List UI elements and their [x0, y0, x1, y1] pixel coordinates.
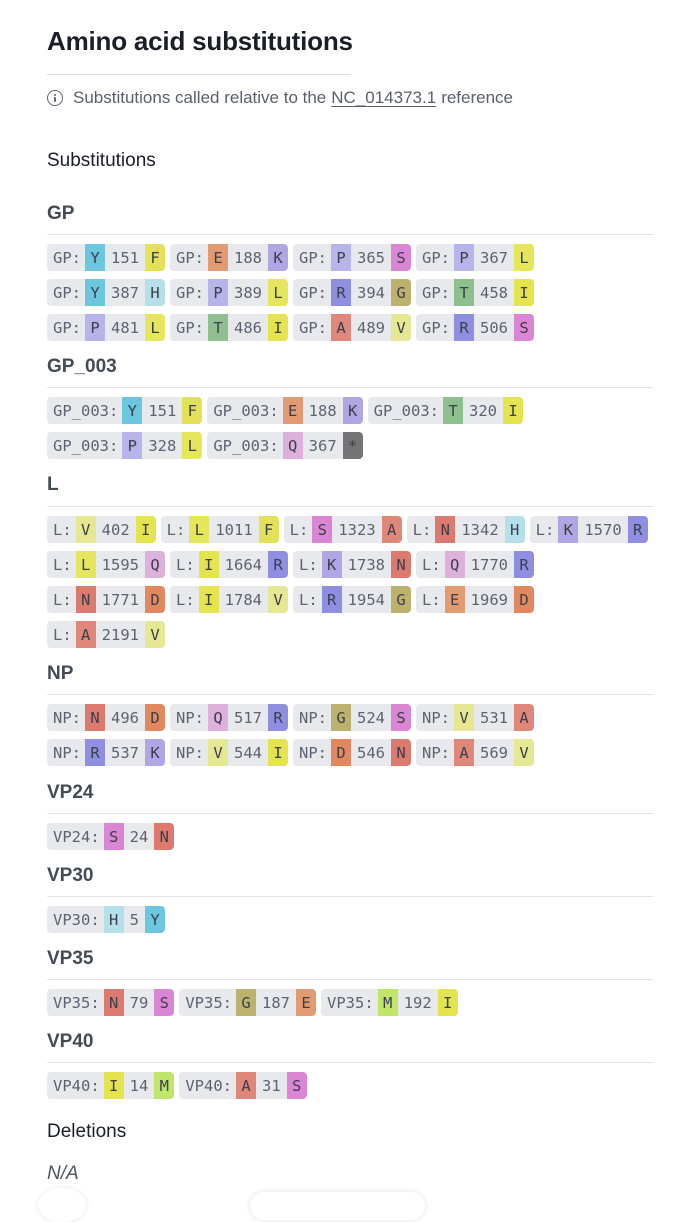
chip-position: 1969 [470, 590, 508, 609]
alt-aa-badge: I [503, 397, 523, 424]
alt-aa-badge: I [268, 739, 288, 766]
chip-gene-label: GP_003: [53, 436, 119, 455]
chip-position: 365 [357, 248, 385, 267]
alt-aa-badge: S [287, 1072, 307, 1099]
chip-position: 402 [101, 520, 130, 539]
chip-gene-label: L: [299, 590, 318, 609]
reference-link[interactable]: NC_014373.1 [331, 88, 437, 107]
alt-aa-badge: L [145, 314, 165, 341]
chip-gene-label: GP: [299, 318, 327, 337]
gene-divider [47, 694, 653, 695]
ref-aa-badge: V [454, 704, 474, 731]
alt-aa-badge: F [259, 516, 279, 543]
chip-gene-label: GP: [422, 283, 450, 302]
chip-position: 192 [403, 993, 432, 1012]
chip-gene-label: VP40: [185, 1076, 233, 1095]
alt-aa-badge: R [268, 704, 288, 731]
ref-aa-badge: P [208, 279, 228, 306]
chip-gene-label: L: [289, 520, 309, 539]
alt-aa-badge: S [154, 989, 174, 1016]
ref-aa-badge: Q [445, 551, 465, 578]
substitution-chip[interactable] [416, 739, 534, 766]
info-icon [47, 90, 63, 106]
gene-divider [47, 506, 653, 507]
chip-position: 489 [357, 318, 385, 337]
alt-aa-badge: D [145, 704, 165, 731]
substitution-chip[interactable] [47, 279, 165, 306]
ref-aa-badge: K [322, 551, 342, 578]
ref-aa-badge: N [85, 704, 105, 731]
ref-aa-badge: Y [85, 244, 105, 271]
substitution-chip[interactable] [416, 586, 534, 613]
chip-gene-label: VP35: [327, 993, 374, 1012]
chip-gene-label: VP24: [53, 827, 100, 846]
substitution-chip[interactable] [368, 397, 523, 424]
ref-aa-badge: G [236, 989, 256, 1016]
chip-gene-label: L: [53, 555, 72, 574]
gene-subs-vp35 [47, 989, 653, 1016]
ref-aa-badge: E [283, 397, 303, 424]
chip-gene-label: NP: [53, 743, 81, 762]
alt-aa-badge: * [343, 432, 363, 459]
substitution-chip[interactable] [321, 989, 458, 1016]
substitution-chip[interactable] [47, 397, 202, 424]
ref-aa-badge: M [378, 989, 398, 1016]
chip-gene-label: NP: [299, 743, 327, 762]
alt-aa-badge: L [514, 244, 534, 271]
chip-position: 387 [111, 283, 139, 302]
ref-aa-badge: D [331, 739, 351, 766]
chip-position: 1771 [101, 590, 139, 609]
substitution-chip[interactable] [284, 516, 402, 543]
chip-gene-label: L: [299, 555, 318, 574]
ref-aa-badge: Y [85, 279, 105, 306]
alt-aa-badge: S [391, 704, 411, 731]
ref-aa-badge: A [331, 314, 351, 341]
chip-position: 1664 [224, 555, 262, 574]
gene-subs-l [47, 516, 653, 648]
chip-position: 5 [129, 910, 140, 929]
gene-heading-vp30: VP30 [47, 865, 94, 886]
substitution-chip[interactable] [47, 551, 165, 578]
substitution-chip[interactable] [416, 244, 534, 271]
ref-aa-badge: R [85, 739, 105, 766]
alt-aa-badge: L [268, 279, 288, 306]
ref-aa-badge: V [76, 516, 96, 543]
alt-aa-badge: K [145, 739, 165, 766]
ref-aa-badge: I [199, 586, 219, 613]
gene-divider [47, 387, 653, 388]
substitution-chip[interactable] [170, 551, 288, 578]
substitution-chip[interactable] [47, 704, 165, 731]
chip-gene-label: GP: [176, 248, 204, 267]
ref-aa-badge: E [445, 586, 465, 613]
gene-divider [47, 896, 653, 897]
ref-aa-badge: N [435, 516, 455, 543]
title-divider [47, 74, 351, 75]
chip-position: 1770 [470, 555, 508, 574]
substitution-chip[interactable] [170, 314, 288, 341]
chip-position: 569 [480, 743, 508, 762]
chip-gene-label: NP: [422, 708, 450, 727]
substitution-chip[interactable] [170, 244, 288, 271]
substitution-chip[interactable] [416, 551, 534, 578]
chip-position: 188 [234, 248, 262, 267]
floating-toolbar[interactable] [250, 1192, 425, 1220]
gene-subs-vp40 [47, 1072, 653, 1099]
chip-gene-label: VP40: [53, 1076, 100, 1095]
chip-gene-label: L: [53, 590, 72, 609]
info-suffix: reference [441, 88, 514, 107]
alt-aa-badge: I [438, 989, 458, 1016]
gene-heading-vp35: VP35 [47, 948, 94, 969]
alt-aa-badge: M [154, 1072, 174, 1099]
chip-position: 531 [480, 708, 508, 727]
alt-aa-badge: R [514, 551, 534, 578]
info-prefix: Substitutions called relative to the [73, 88, 327, 107]
gene-heading-vp24: VP24 [47, 782, 94, 803]
chip-gene-label: L: [412, 520, 432, 539]
substitution-chip[interactable] [47, 906, 165, 933]
substitution-chip[interactable] [47, 823, 174, 850]
chip-gene-label: GP_003: [53, 401, 119, 420]
chip-gene-label: GP: [299, 283, 327, 302]
ref-aa-badge: R [322, 586, 342, 613]
ref-aa-badge: K [558, 516, 578, 543]
chip-gene-label: VP35: [185, 993, 233, 1012]
gene-heading-l: L [47, 474, 59, 495]
ref-aa-badge: I [104, 1072, 124, 1099]
gene-divider [47, 979, 653, 980]
alt-aa-badge: I [514, 279, 534, 306]
chip-position: 14 [129, 1076, 149, 1095]
gene-divider [47, 1062, 653, 1063]
alt-aa-badge: F [145, 244, 165, 271]
floating-nav-button[interactable] [38, 1188, 86, 1222]
chip-gene-label: GP: [53, 248, 81, 267]
alt-aa-badge: G [391, 586, 411, 613]
chip-position: 1954 [347, 590, 385, 609]
alt-aa-badge: A [382, 516, 402, 543]
gene-heading-gp-003: GP_003 [47, 356, 117, 377]
substitution-chip[interactable] [179, 1072, 306, 1099]
substitution-chip[interactable] [47, 516, 156, 543]
chip-position: 31 [262, 1076, 281, 1095]
ref-aa-badge: P [454, 244, 474, 271]
ref-aa-badge: P [331, 244, 351, 271]
alt-aa-badge: V [391, 314, 411, 341]
chip-position: 2191 [101, 625, 139, 644]
ref-aa-badge: T [454, 279, 474, 306]
ref-aa-badge: R [331, 279, 351, 306]
alt-aa-badge: A [514, 704, 534, 731]
alt-aa-badge: H [505, 516, 525, 543]
alt-aa-badge: K [268, 244, 288, 271]
ref-aa-badge: E [208, 244, 228, 271]
substitution-chip[interactable] [293, 586, 411, 613]
gene-divider [47, 813, 653, 814]
alt-aa-badge: Q [145, 551, 165, 578]
ref-aa-badge: A [454, 739, 474, 766]
substitution-chip[interactable] [47, 1072, 174, 1099]
alt-aa-badge: G [391, 279, 411, 306]
ref-aa-badge: A [236, 1072, 256, 1099]
alt-aa-badge: S [391, 244, 411, 271]
substitution-chip[interactable] [47, 989, 174, 1016]
chip-position: 1011 [215, 520, 253, 539]
chip-gene-label: GP: [53, 283, 81, 302]
chip-gene-label: NP: [176, 743, 204, 762]
chip-position: 389 [234, 283, 262, 302]
ref-aa-badge: L [189, 516, 209, 543]
chip-gene-label: GP: [176, 283, 204, 302]
chip-gene-label: GP_003: [213, 436, 279, 455]
substitution-chip[interactable] [293, 244, 411, 271]
substitution-chip[interactable] [416, 279, 534, 306]
alt-aa-badge: D [514, 586, 534, 613]
alt-aa-badge: N [154, 823, 174, 850]
chip-position: 1738 [347, 555, 385, 574]
alt-aa-badge: F [182, 397, 202, 424]
alt-aa-badge: N [391, 551, 411, 578]
ref-aa-badge: P [85, 314, 105, 341]
alt-aa-badge: V [268, 586, 288, 613]
chip-gene-label: GP: [422, 248, 450, 267]
ref-aa-badge: N [104, 989, 124, 1016]
ref-aa-badge: Y [122, 397, 142, 424]
chip-gene-label: GP_003: [213, 401, 279, 420]
chip-position: 187 [262, 993, 291, 1012]
alt-aa-badge: V [145, 621, 165, 648]
chip-gene-label: NP: [299, 708, 327, 727]
chip-gene-label: L: [535, 520, 555, 539]
chip-gene-label: GP: [299, 248, 327, 267]
substitution-chip[interactable] [416, 314, 534, 341]
chip-gene-label: VP35: [53, 993, 100, 1012]
substitution-chip[interactable] [47, 314, 165, 341]
chip-position: 524 [357, 708, 385, 727]
alt-aa-badge: E [296, 989, 316, 1016]
chip-position: 328 [148, 436, 177, 455]
alt-aa-badge: S [514, 314, 534, 341]
ref-aa-badge: T [208, 314, 228, 341]
reference-info [47, 88, 513, 108]
chip-position: 367 [480, 248, 508, 267]
ref-aa-badge: I [199, 551, 219, 578]
chip-gene-label: NP: [422, 743, 450, 762]
chip-position: 24 [129, 827, 149, 846]
substitutions-heading: Substitutions [47, 150, 156, 171]
chip-position: 367 [308, 436, 337, 455]
alt-aa-badge: Y [145, 906, 165, 933]
substitution-chip[interactable] [170, 704, 288, 731]
ref-aa-badge: R [454, 314, 474, 341]
ref-aa-badge: L [76, 551, 96, 578]
chip-position: 496 [111, 708, 139, 727]
substitution-chip[interactable] [416, 704, 534, 731]
gene-subs-gp [47, 244, 653, 341]
chip-position: 517 [234, 708, 262, 727]
ref-aa-badge: Q [283, 432, 303, 459]
chip-position: 320 [468, 401, 497, 420]
substitution-chip[interactable] [47, 621, 165, 648]
chip-position: 151 [148, 401, 177, 420]
chip-gene-label: L: [166, 520, 186, 539]
chip-position: 79 [129, 993, 149, 1012]
substitution-chip[interactable] [161, 516, 279, 543]
chip-gene-label: L: [422, 555, 441, 574]
substitution-chip[interactable] [293, 739, 411, 766]
chip-position: 151 [111, 248, 139, 267]
substitution-chip[interactable] [47, 586, 165, 613]
ref-aa-badge: H [104, 906, 124, 933]
gene-heading-np: NP [47, 663, 74, 684]
alt-aa-badge: R [268, 551, 288, 578]
gene-heading-gp: GP [47, 203, 75, 224]
gene-subs-np [47, 704, 653, 766]
chip-gene-label: GP: [53, 318, 81, 337]
chip-position: 546 [357, 743, 385, 762]
substitution-chip[interactable] [47, 244, 165, 271]
ref-aa-badge: P [122, 432, 142, 459]
gene-subs-gp-003 [47, 397, 653, 459]
substitution-chip[interactable] [207, 397, 362, 424]
substitution-chip[interactable] [293, 279, 411, 306]
chip-gene-label: L: [176, 590, 195, 609]
substitution-chip[interactable] [530, 516, 648, 543]
ref-aa-badge: N [76, 586, 96, 613]
chip-gene-label: VP30: [53, 910, 100, 929]
chip-position: 1784 [224, 590, 262, 609]
chip-position: 481 [111, 318, 139, 337]
alt-aa-badge: R [628, 516, 648, 543]
ref-aa-badge: V [208, 739, 228, 766]
chip-position: 537 [111, 743, 139, 762]
chip-gene-label: GP: [176, 318, 204, 337]
alt-aa-badge: I [268, 314, 288, 341]
chip-position: 188 [308, 401, 337, 420]
chip-gene-label: L: [176, 555, 195, 574]
gene-subs-vp30 [47, 906, 653, 933]
ref-aa-badge: G [331, 704, 351, 731]
ref-aa-badge: S [104, 823, 124, 850]
chip-gene-label: NP: [53, 708, 81, 727]
gene-divider [47, 234, 653, 235]
chip-position: 506 [480, 318, 508, 337]
chip-position: 394 [357, 283, 385, 302]
alt-aa-badge: V [514, 739, 534, 766]
substitution-chip[interactable] [170, 279, 288, 306]
chip-gene-label: L: [422, 590, 441, 609]
chip-position: 458 [480, 283, 508, 302]
substitution-chip[interactable] [47, 739, 165, 766]
chip-position: 1570 [584, 520, 622, 539]
chip-gene-label: L: [53, 625, 72, 644]
ref-aa-badge: A [76, 621, 96, 648]
substitution-chip[interactable] [207, 432, 362, 459]
chip-gene-label: L: [53, 520, 72, 539]
alt-aa-badge: N [391, 739, 411, 766]
chip-gene-label: GP_003: [373, 401, 439, 420]
ref-aa-badge: T [443, 397, 463, 424]
chip-position: 544 [234, 743, 262, 762]
substitution-chip[interactable] [170, 739, 288, 766]
chip-position: 1323 [338, 520, 376, 539]
substitution-chip[interactable] [293, 704, 411, 731]
alt-aa-badge: I [136, 516, 156, 543]
chip-gene-label: GP: [422, 318, 450, 337]
ref-aa-badge: S [312, 516, 332, 543]
chip-position: 486 [234, 318, 262, 337]
alt-aa-badge: L [182, 432, 202, 459]
alt-aa-badge: K [343, 397, 363, 424]
chip-position: 1342 [461, 520, 499, 539]
alt-aa-badge: D [145, 586, 165, 613]
alt-aa-badge: H [145, 279, 165, 306]
substitution-chip[interactable] [179, 989, 316, 1016]
page-title: Amino acid substitutions [47, 26, 353, 56]
chip-gene-label: NP: [176, 708, 204, 727]
deletions-value: N/A [47, 1163, 79, 1184]
chip-position: 1595 [101, 555, 139, 574]
ref-aa-badge: Q [208, 704, 228, 731]
substitution-chip[interactable] [47, 432, 202, 459]
substitution-chip[interactable] [293, 314, 411, 341]
gene-heading-vp40: VP40 [47, 1031, 94, 1052]
substitution-chip[interactable] [407, 516, 525, 543]
substitution-chip[interactable] [293, 551, 411, 578]
gene-subs-vp24 [47, 823, 653, 850]
substitution-chip[interactable] [170, 586, 288, 613]
deletions-heading: Deletions [47, 1121, 127, 1142]
